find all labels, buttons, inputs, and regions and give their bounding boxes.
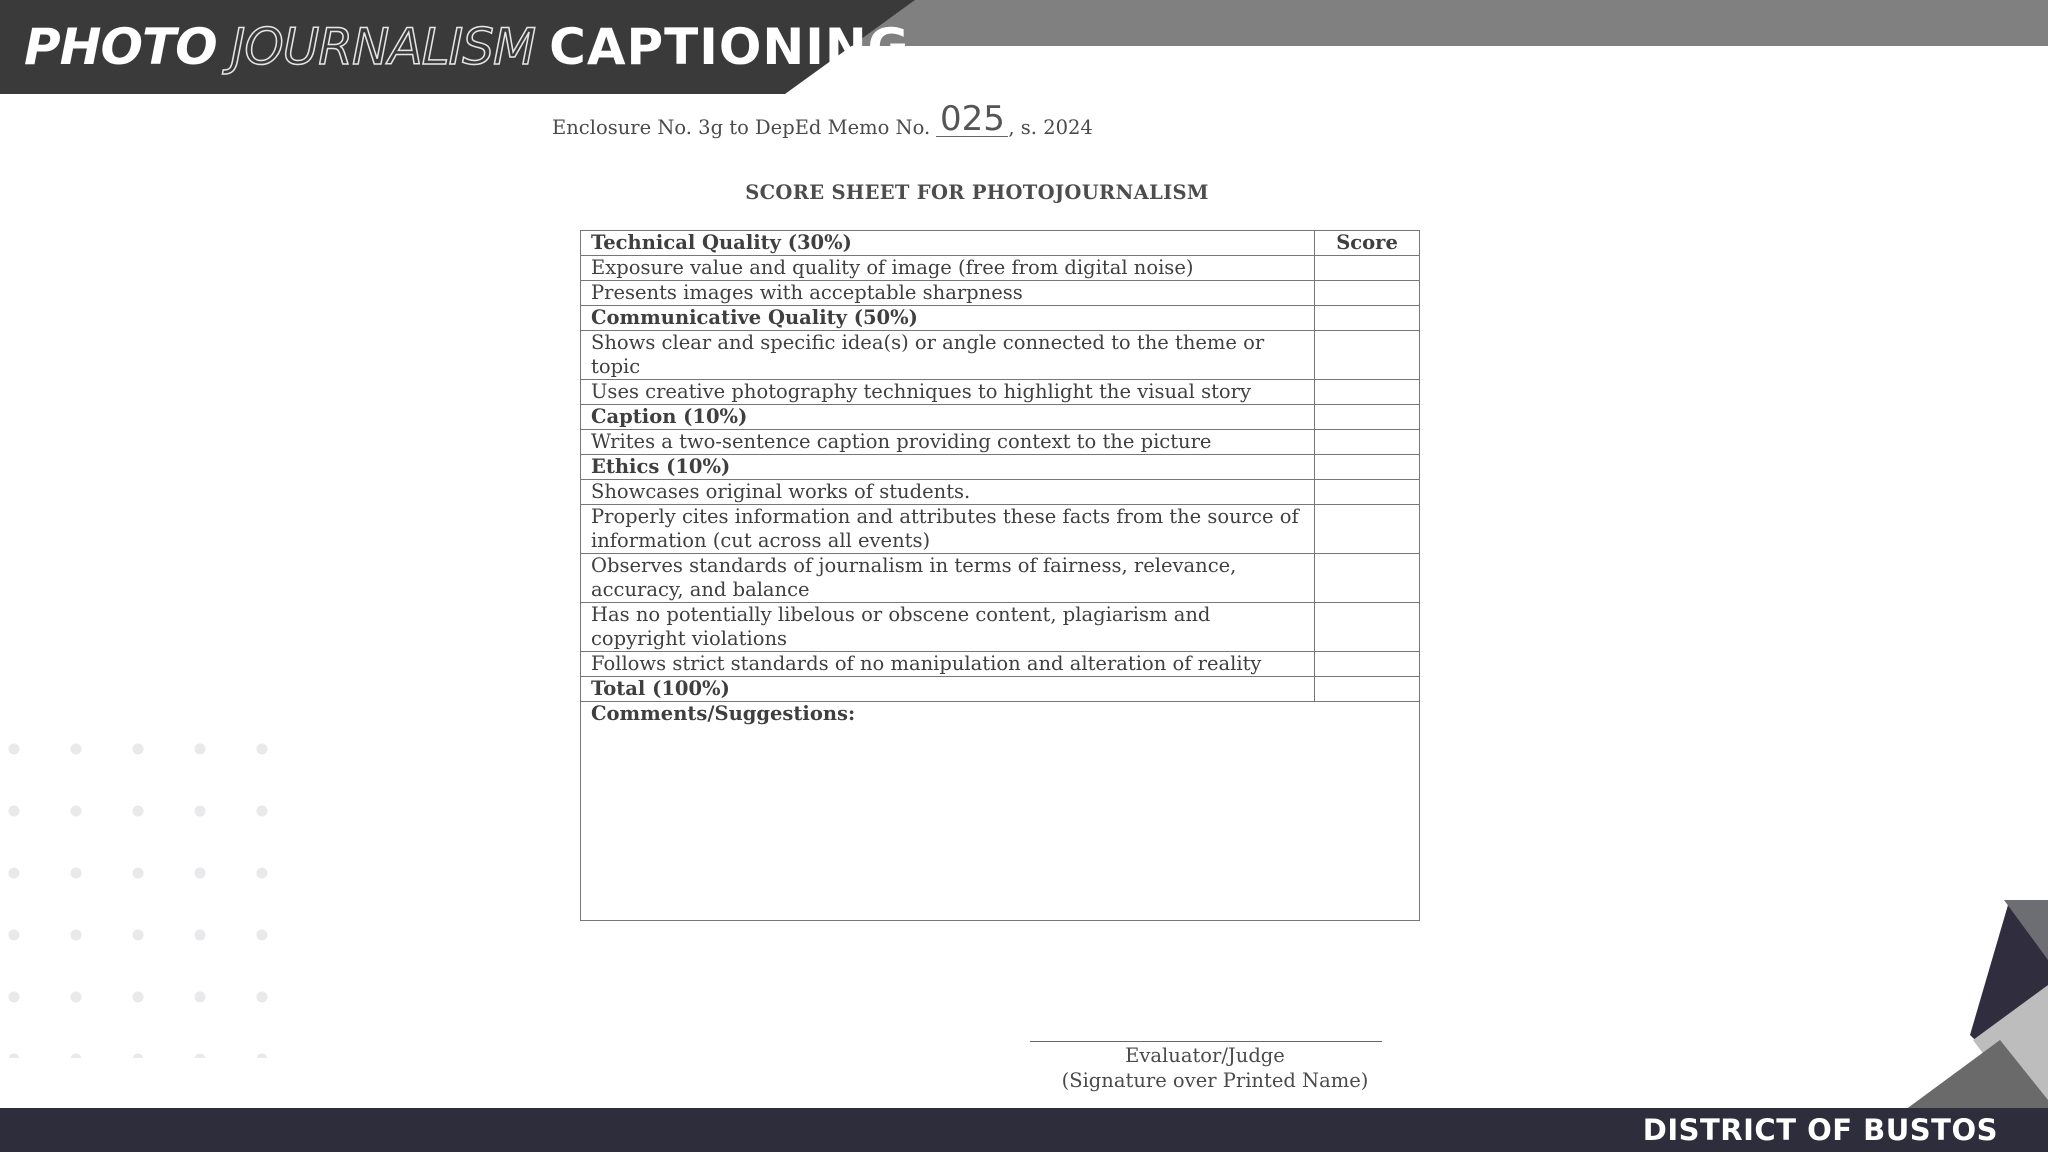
criterion-cell: Communicative Quality (50%): [581, 306, 1315, 331]
title-captioning: CAPTIONING: [549, 18, 910, 76]
enclosure-suffix: , s. 2024: [1008, 116, 1093, 139]
criterion-cell: Uses creative photography techniques to highlight the visual story: [581, 380, 1315, 405]
slide-title: [24, 14, 910, 80]
criterion-cell: Observes standards of journalism in terms of fairness, relevance, accuracy, and balance: [581, 554, 1315, 603]
table-row: [581, 380, 1420, 405]
table-row: [581, 480, 1420, 505]
score-cell: [1315, 554, 1420, 603]
score-cell: [1315, 380, 1420, 405]
comments-label: Comments/Suggestions:: [581, 702, 1420, 921]
signature-note: (Signature over Printed Name): [1061, 1069, 1369, 1092]
memo-number: 025: [936, 102, 1008, 137]
table-row: [581, 231, 1420, 256]
sheet-title: SCORE SHEET FOR PHOTOJOURNALISM: [745, 181, 1209, 204]
score-cell: [1315, 455, 1420, 480]
score-cell: [1315, 430, 1420, 455]
total-cell: Total (100%): [581, 677, 1315, 702]
score-cell: [1315, 652, 1420, 677]
score-header: Score: [1315, 231, 1420, 256]
title-photo: PHOTO: [24, 18, 217, 76]
table-row: [581, 405, 1420, 430]
table-row: [581, 505, 1420, 554]
score-cell: [1315, 505, 1420, 554]
table-row: [581, 603, 1420, 652]
criterion-cell: Shows clear and specific idea(s) or angle connected to the theme or topic: [581, 331, 1315, 380]
score-cell: [1315, 331, 1420, 380]
criterion-cell: Has no potentially libelous or obscene content, plagiarism and copyright violations: [581, 603, 1315, 652]
enclosure-prefix: Enclosure No. 3g to DepEd Memo No.: [552, 116, 931, 139]
table-row: [581, 554, 1420, 603]
signature-role: Evaluator/Judge: [1125, 1044, 1285, 1067]
table-row: [581, 281, 1420, 306]
score-table: [580, 230, 1420, 921]
footer-district: DISTRICT OF BUSTOS: [1642, 1113, 1998, 1147]
score-cell: [1315, 480, 1420, 505]
dot-pattern-decoration: [0, 718, 280, 1058]
criterion-cell: Caption (10%): [581, 405, 1315, 430]
table-row: [581, 677, 1420, 702]
score-cell: [1315, 306, 1420, 331]
score-cell: [1315, 603, 1420, 652]
table-row: [581, 331, 1420, 380]
score-cell: [1315, 281, 1420, 306]
criterion-cell: Showcases original works of students.: [581, 480, 1315, 505]
criterion-cell: Writes a two-sentence caption providing context to the picture: [581, 430, 1315, 455]
criterion-cell: Presents images with acceptable sharpness: [581, 281, 1315, 306]
criterion-cell: Exposure value and quality of image (free from digital noise): [581, 256, 1315, 281]
criterion-cell: Properly cites information and attributes these facts from the source of information (cut across all events): [581, 505, 1315, 554]
title-journalism: JOURNALISM: [230, 18, 536, 76]
signature-line: [1030, 1041, 1382, 1042]
footer-bar: [0, 1108, 2048, 1152]
score-cell: [1315, 405, 1420, 430]
criterion-cell: Follows strict standards of no manipulation and alteration of reality: [581, 652, 1315, 677]
criterion-cell: Technical Quality (30%): [581, 231, 1315, 256]
table-row: [581, 652, 1420, 677]
table-row: [581, 306, 1420, 331]
table-row: [581, 430, 1420, 455]
total-score-cell: [1315, 677, 1420, 702]
score-cell: [1315, 256, 1420, 281]
criterion-cell: Ethics (10%): [581, 455, 1315, 480]
table-row: [581, 455, 1420, 480]
enclosure-line: [552, 99, 1093, 141]
table-row: [581, 256, 1420, 281]
comments-row: [581, 702, 1420, 921]
